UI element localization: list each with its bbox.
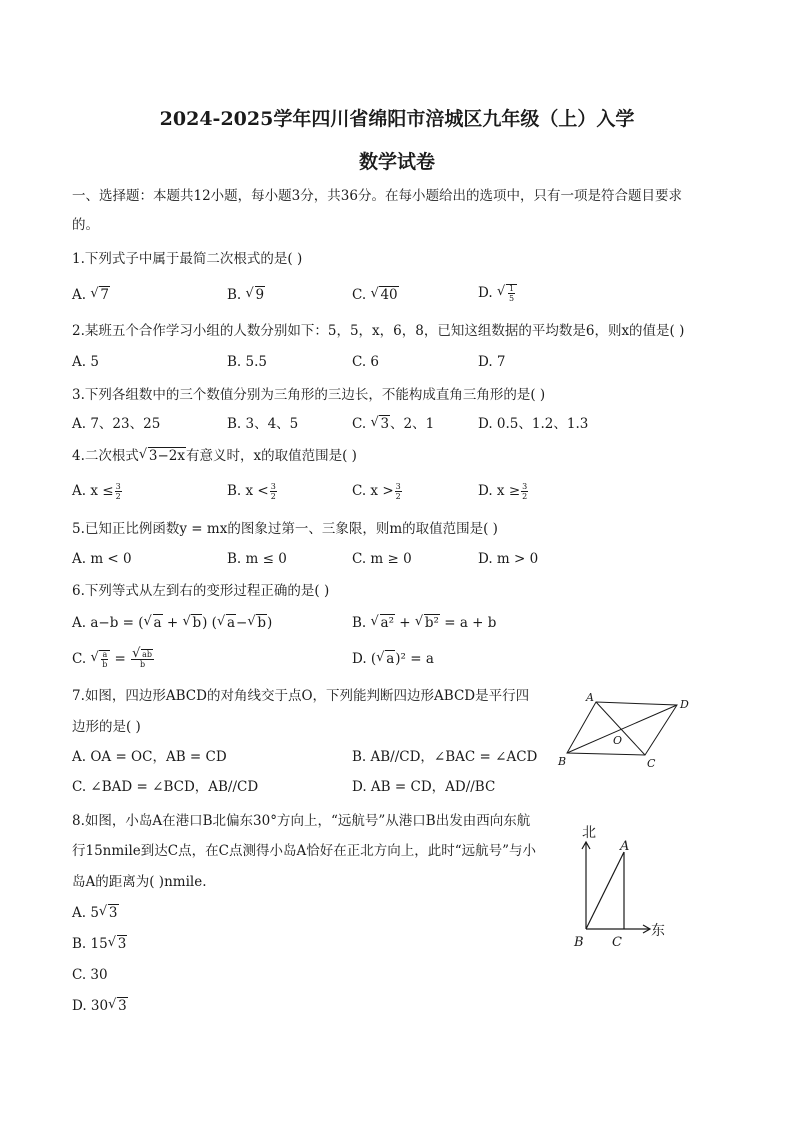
- q2-option-a: A. 5: [72, 354, 99, 370]
- q1-option-c: C. √ 40: [352, 286, 399, 304]
- parallelogram-figure: [555, 690, 695, 775]
- label-d: D: [680, 698, 689, 711]
- q3-option-a: A. 7、23、25: [72, 416, 161, 432]
- exam-title-line2: 数学试卷: [358, 151, 435, 173]
- q6-option-b: B. √ a² + √ b² = a + b: [352, 614, 496, 632]
- q4-option-a: A. x ≤ $\frac{3}{2}$: [72, 482, 121, 501]
- label-c: C: [647, 757, 656, 770]
- label-a: A: [586, 691, 594, 704]
- q3-option-b: B. 3、4、5: [227, 416, 299, 432]
- question-8-stem-cont2: 岛A的距离为( )nmile.: [72, 874, 207, 890]
- q6-option-c: C. √ $\frac{a}{b}$ = √ $\frac{ab}{b}$: [72, 650, 155, 669]
- q7-option-a: A. OA = OC，AB = CD: [72, 749, 227, 765]
- diagonal-ac: [596, 702, 645, 755]
- question-3-stem: 3.下列各组数中的三个数值分别为三角形的三边长，不能构成直角三角形的是( ): [72, 387, 546, 403]
- q2-option-d: D. 7: [478, 354, 506, 370]
- q8-option-b: B. 15√ 3: [72, 935, 127, 953]
- q6-option-d: D. (√ a)² = a: [352, 650, 434, 668]
- island-direction-figure: [560, 822, 670, 952]
- q7-option-c: C. ∠BAD = ∠BCD，AB//CD: [72, 779, 259, 795]
- q8-option-c: C. 30: [72, 967, 108, 983]
- q5-option-b: B. m ≤ 0: [227, 551, 287, 567]
- label-a: A: [620, 839, 630, 854]
- q4-option-b: B. x < $\frac{3}{2}$: [227, 482, 276, 501]
- q2-option-b: B. 5.5: [227, 354, 267, 370]
- q8-option-a: A. 5√ 3: [72, 904, 119, 922]
- segment-ba: [586, 852, 624, 929]
- question-6-stem: 6.下列等式从左到右的变形过程正确的是( ): [72, 583, 330, 599]
- q7-option-d: D. AB = CD，AD//BC: [352, 779, 496, 795]
- q3-option-c: C. √ 3、2、1: [352, 415, 434, 433]
- question-2-stem: 2.某班五个合作学习小组的人数分别如下：5，5，x，6，8，已知这组数据的平均数是6，则x的值是( ): [72, 323, 685, 339]
- q2-option-c: C. 6: [352, 354, 380, 370]
- q3-option-d: D. 0.5、1.2、1.3: [478, 416, 589, 432]
- q6-option-a: A. a−b = (√ a + √ b) (√ a−√ b): [72, 614, 272, 632]
- north-label: 北: [582, 825, 596, 841]
- q4-option-d: D. x ≥ $\frac{3}{2}$: [478, 482, 528, 501]
- label-o: O: [613, 734, 623, 747]
- question-8-stem: 8.如图，小岛A在港口B北偏东30°方向上，“远航号”从港口B出发由西向东航: [72, 813, 531, 829]
- question-5-stem: 5.已知正比例函数y = mx的图象过第一、三象限，则m的取值范围是( ): [72, 521, 498, 537]
- q5-option-a: A. m < 0: [72, 551, 132, 567]
- question-8-stem-cont1: 行15nmile到达C点，在C点测得小岛A恰好在正北方向上，此时“远航号”与小: [72, 843, 537, 859]
- label-b: B: [574, 935, 584, 950]
- label-b: B: [558, 755, 567, 768]
- q1-option-a: A. √ 7: [72, 286, 110, 304]
- q1-option-d: D. √ $\frac{1}{5}$: [478, 284, 517, 303]
- q4-option-c: C. x > $\frac{3}{2}$: [352, 482, 401, 501]
- section-heading: 一、选择题：本题共12小题，每小题3分，共36分。在每小题给出的选项中，只有一项是符合题目要求: [72, 188, 682, 204]
- question-4-stem: 4.二次根式√ 3−2x有意义时，x的取值范围是( ): [72, 447, 357, 465]
- q5-option-d: D. m > 0: [478, 551, 539, 567]
- label-c: C: [612, 935, 622, 950]
- east-label: 东: [651, 923, 665, 939]
- q5-option-c: C. m ≥ 0: [352, 551, 412, 567]
- section-heading-cont: 的。: [72, 217, 99, 233]
- exam-title-line1: 2024-2025学年四川省绵阳市涪城区九年级（上）入学: [159, 108, 635, 130]
- q8-option-d: D. 30√ 3: [72, 997, 128, 1015]
- question-7-stem-cont: 边形的是( ): [72, 719, 141, 735]
- q7-option-b: B. AB//CD，∠BAC = ∠ACD: [352, 749, 538, 765]
- question-1-stem: 1.下列式子中属于最简二次根式的是( ): [72, 251, 303, 267]
- q1-option-b: B. √ 9: [227, 286, 265, 304]
- question-7-stem: 7.如图，四边形ABCD的对角线交于点O，下列能判断四边形ABCD是平行四: [72, 688, 530, 704]
